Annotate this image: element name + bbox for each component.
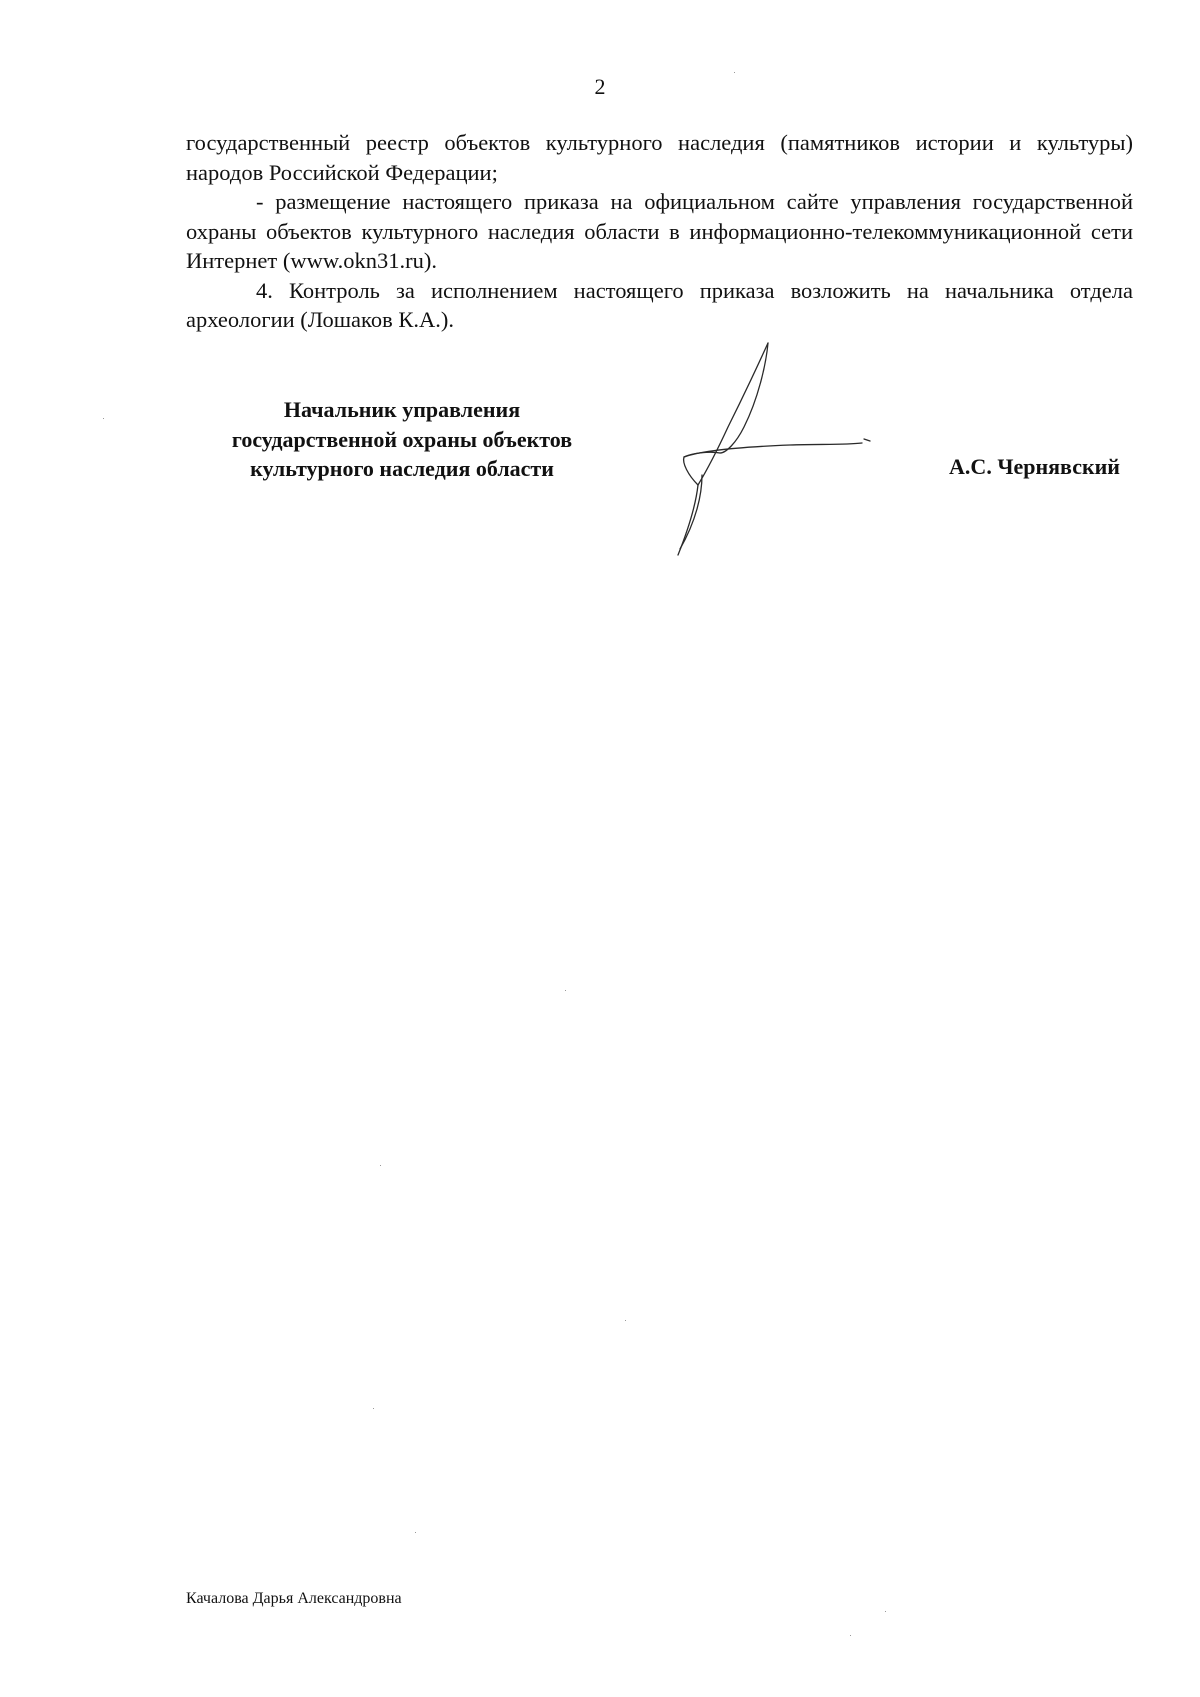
paragraph-control: 4. Контроль за исполнением настоящего приказа возложить на начальника отдела археологии (Лошаков К.А.). bbox=[186, 277, 1133, 332]
position-line: государственной охраны объектов bbox=[231, 426, 573, 452]
scan-speck bbox=[885, 1611, 886, 1612]
position-line: Начальник управления bbox=[283, 397, 521, 422]
executor-name: Качалова Дарья Александровна bbox=[186, 1590, 402, 1607]
handwritten-signature bbox=[640, 335, 885, 565]
scan-speck bbox=[103, 418, 104, 419]
scan-speck bbox=[734, 72, 735, 73]
scan-speck bbox=[565, 990, 566, 991]
scan-speck bbox=[850, 1635, 851, 1636]
paragraph-registry: государственный реестр объектов культурного наследия (памятников истории и культуры) народов Российской Федерации; bbox=[186, 130, 1133, 185]
signer-name: А.С. Чернявский bbox=[949, 454, 1120, 479]
position-line: культурного наследия области bbox=[250, 456, 554, 481]
scan-speck bbox=[415, 1532, 416, 1533]
scan-speck bbox=[380, 1165, 381, 1166]
paragraph-website-publication: - размещение настоящего приказа на официальном сайте управления государственной охраны объектов культурного наследия области в информационно-телекоммуникационной сети Интернет (www.okn31.ru). bbox=[186, 189, 1133, 273]
document-body bbox=[186, 128, 1133, 335]
signatory-position bbox=[186, 395, 618, 484]
scan-speck bbox=[373, 1408, 374, 1409]
page-number: 2 bbox=[594, 74, 606, 99]
scan-speck bbox=[625, 1320, 626, 1321]
